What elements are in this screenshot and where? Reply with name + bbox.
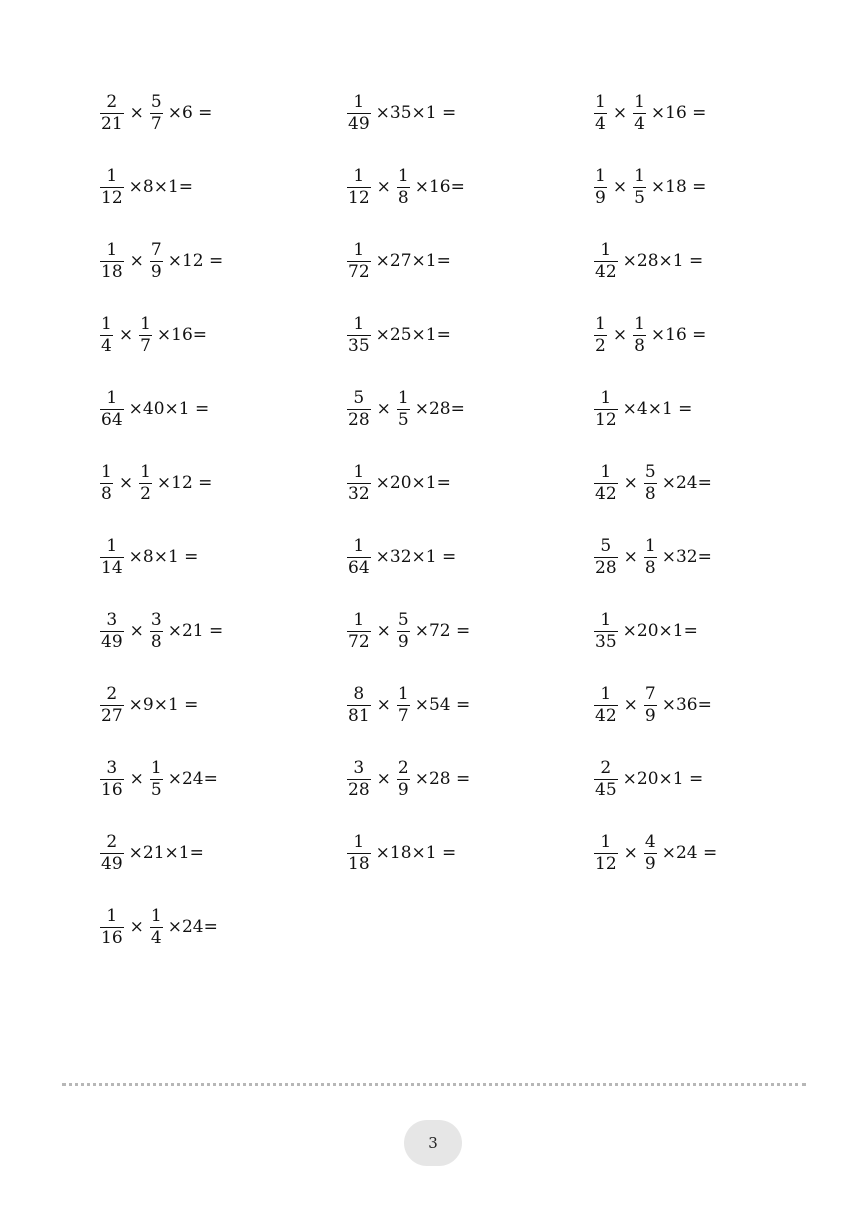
fraction: [594, 91, 607, 134]
expression-remainder: ×20×1=: [622, 621, 698, 641]
fraction: [347, 165, 371, 208]
multiply-sign: ×: [623, 695, 638, 715]
fraction: [347, 683, 371, 726]
math-problem: [97, 594, 223, 668]
fraction-denominator: 42: [595, 705, 617, 726]
fraction-denominator: 12: [348, 187, 370, 208]
fraction-denominator: 12: [101, 187, 123, 208]
fraction-denominator: 64: [348, 557, 370, 578]
fraction: [347, 831, 371, 874]
fraction: [347, 313, 371, 356]
fraction-denominator: 42: [595, 483, 617, 504]
fraction: [347, 609, 371, 652]
math-problem: [97, 298, 223, 372]
fraction-denominator: 5: [634, 187, 645, 208]
expression-remainder: ×18 =: [650, 177, 707, 197]
fraction-numerator: 1: [106, 165, 118, 186]
expression-remainder: ×8×1=: [128, 177, 194, 197]
expression-remainder: ×25×1=: [375, 325, 451, 345]
fraction: [150, 609, 163, 652]
math-problem: [591, 298, 717, 372]
fraction-numerator: 1: [140, 461, 151, 482]
fraction-denominator: 81: [348, 705, 370, 726]
fraction-denominator: 12: [595, 853, 617, 874]
fraction: [594, 165, 607, 208]
multiply-sign: ×: [623, 473, 638, 493]
expression-remainder: ×16=: [156, 325, 208, 345]
fraction-denominator: 27: [101, 705, 123, 726]
fraction: [644, 461, 657, 504]
multiply-sign: ×: [129, 769, 144, 789]
fraction: [594, 757, 618, 800]
fraction: [139, 313, 152, 356]
math-problem: [97, 372, 223, 446]
fraction-numerator: 7: [644, 683, 656, 704]
expression-remainder: ×16=: [414, 177, 465, 197]
fraction: [594, 609, 618, 652]
fraction-denominator: 35: [595, 631, 617, 652]
expression-remainder: ×12 =: [156, 473, 213, 493]
fraction-denominator: 42: [595, 261, 617, 282]
fraction-numerator: 1: [600, 831, 612, 852]
fraction: [347, 91, 371, 134]
problem-column-2: [344, 76, 470, 890]
fraction: [633, 165, 646, 208]
math-problem: [344, 372, 470, 446]
expression-remainder: ×32=: [661, 547, 712, 567]
fraction-numerator: 5: [150, 91, 162, 112]
math-problem: [344, 76, 470, 150]
multiply-sign: ×: [376, 177, 391, 197]
math-problem: [97, 742, 223, 816]
expression-remainder: ×40×1 =: [128, 399, 210, 419]
fraction: [100, 757, 124, 800]
fraction: [347, 239, 371, 282]
multiply-sign: ×: [612, 177, 628, 197]
fraction-denominator: 49: [101, 631, 123, 652]
fraction-denominator: 16: [101, 779, 123, 800]
expression-remainder: ×21×1=: [128, 843, 204, 863]
fraction-denominator: 28: [595, 557, 617, 578]
fraction-denominator: 4: [634, 113, 645, 134]
dotted-divider: [62, 1083, 806, 1086]
fraction-numerator: 1: [106, 905, 118, 926]
fraction-numerator: 1: [644, 535, 656, 556]
fraction-numerator: 1: [595, 165, 606, 186]
fraction-denominator: 49: [348, 113, 370, 134]
fraction-denominator: 64: [101, 409, 123, 430]
fraction-denominator: 18: [348, 853, 370, 874]
math-problem: [97, 520, 223, 594]
expression-remainder: ×18×1 =: [375, 843, 457, 863]
fraction: [100, 461, 113, 504]
fraction-denominator: 8: [634, 335, 645, 356]
fraction-denominator: 7: [397, 705, 409, 726]
fraction-denominator: 5: [150, 779, 162, 800]
multiply-sign: ×: [376, 769, 391, 789]
math-problem: [97, 150, 223, 224]
fraction-numerator: 1: [353, 609, 365, 630]
expression-remainder: ×24 =: [661, 843, 718, 863]
fraction-numerator: 2: [600, 757, 612, 778]
fraction-denominator: 9: [644, 853, 656, 874]
fraction-numerator: 8: [353, 683, 365, 704]
fraction: [633, 313, 646, 356]
multiply-sign: ×: [129, 621, 144, 641]
fraction: [100, 239, 124, 282]
multiply-sign: ×: [612, 103, 628, 123]
fraction: [100, 387, 124, 430]
fraction-numerator: 1: [150, 905, 162, 926]
fraction: [397, 757, 410, 800]
fraction-numerator: 1: [600, 683, 612, 704]
math-problem: [591, 446, 717, 520]
fraction-denominator: 14: [101, 557, 123, 578]
fraction-numerator: 1: [106, 239, 118, 260]
expression-remainder: ×20×1=: [375, 473, 451, 493]
fraction-numerator: 7: [150, 239, 162, 260]
math-problem: [344, 520, 470, 594]
fraction-denominator: 2: [140, 483, 151, 504]
fraction-denominator: 9: [150, 261, 162, 282]
fraction-numerator: 2: [106, 831, 118, 852]
fraction: [397, 683, 410, 726]
fraction: [397, 387, 410, 430]
expression-remainder: ×6 =: [167, 103, 213, 123]
fraction: [347, 387, 371, 430]
expression-remainder: ×24=: [661, 473, 712, 493]
fraction: [347, 461, 371, 504]
fraction-denominator: 9: [397, 779, 409, 800]
fraction-numerator: 3: [106, 609, 118, 630]
fraction-numerator: 1: [634, 91, 645, 112]
fraction: [139, 461, 152, 504]
fraction-denominator: 16: [101, 927, 123, 948]
fraction-numerator: 1: [353, 461, 365, 482]
fraction-denominator: 5: [397, 409, 409, 430]
fraction-numerator: 1: [595, 91, 606, 112]
multiply-sign: ×: [623, 547, 638, 567]
expression-remainder: ×16 =: [650, 103, 707, 123]
math-problem: [97, 76, 223, 150]
expression-remainder: ×36=: [661, 695, 712, 715]
fraction: [150, 905, 163, 948]
fraction-numerator: 1: [101, 461, 112, 482]
fraction: [100, 91, 124, 134]
fraction-numerator: 3: [106, 757, 118, 778]
math-problem: [344, 742, 470, 816]
math-problem: [344, 594, 470, 668]
fraction-denominator: 18: [101, 261, 123, 282]
fraction-numerator: 2: [106, 683, 118, 704]
expression-remainder: ×28=: [414, 399, 465, 419]
math-problem: [591, 150, 717, 224]
fraction-denominator: 8: [397, 187, 409, 208]
fraction-numerator: 1: [397, 683, 409, 704]
fraction-numerator: 3: [353, 757, 365, 778]
expression-remainder: ×12 =: [167, 251, 224, 271]
fraction-numerator: 1: [634, 165, 645, 186]
fraction-numerator: 1: [353, 91, 365, 112]
math-problem: [591, 520, 717, 594]
fraction: [100, 165, 124, 208]
math-problem: [97, 224, 223, 298]
fraction-denominator: 9: [595, 187, 606, 208]
fraction-denominator: 4: [595, 113, 606, 134]
fraction-denominator: 45: [595, 779, 617, 800]
page-number: 3: [428, 1134, 438, 1152]
fraction: [100, 609, 124, 652]
expression-remainder: ×35×1 =: [375, 103, 457, 123]
fraction-denominator: 32: [348, 483, 370, 504]
math-problem: [591, 668, 717, 742]
math-problem: [591, 224, 717, 298]
multiply-sign: ×: [118, 325, 134, 345]
math-problem: [344, 298, 470, 372]
fraction-numerator: 1: [106, 387, 118, 408]
fraction-numerator: 1: [353, 165, 365, 186]
fraction-denominator: 9: [644, 705, 656, 726]
expression-remainder: ×16 =: [650, 325, 707, 345]
page-number-badge: [404, 1120, 462, 1166]
fraction: [100, 905, 124, 948]
multiply-sign: ×: [129, 251, 144, 271]
multiply-sign: ×: [129, 917, 144, 937]
fraction-denominator: 28: [348, 779, 370, 800]
problem-column-1: [97, 76, 223, 964]
fraction-denominator: 72: [348, 631, 370, 652]
fraction-denominator: 7: [140, 335, 151, 356]
fraction-numerator: 5: [397, 609, 409, 630]
multiply-sign: ×: [376, 695, 391, 715]
fraction: [594, 461, 618, 504]
expression-remainder: ×8×1 =: [128, 547, 199, 567]
fraction-numerator: 1: [397, 165, 409, 186]
fraction-denominator: 49: [101, 853, 123, 874]
expression-remainder: ×27×1=: [375, 251, 451, 271]
math-problem: [591, 594, 717, 668]
multiply-sign: ×: [376, 621, 391, 641]
multiply-sign: ×: [129, 103, 144, 123]
fraction-denominator: 72: [348, 261, 370, 282]
fraction: [100, 831, 124, 874]
expression-remainder: ×21 =: [167, 621, 224, 641]
fraction-denominator: 28: [348, 409, 370, 430]
fraction-numerator: 4: [644, 831, 656, 852]
expression-remainder: ×72 =: [414, 621, 471, 641]
fraction-denominator: 4: [101, 335, 112, 356]
fraction: [150, 239, 163, 282]
math-problem: [591, 76, 717, 150]
fraction-numerator: 1: [397, 387, 409, 408]
expression-remainder: ×54 =: [414, 695, 471, 715]
expression-remainder: ×24=: [167, 917, 218, 937]
fraction-denominator: 8: [150, 631, 162, 652]
fraction: [594, 535, 618, 578]
fraction-numerator: 3: [150, 609, 162, 630]
fraction: [594, 831, 618, 874]
fraction-denominator: 8: [101, 483, 112, 504]
fraction-numerator: 5: [644, 461, 656, 482]
fraction-numerator: 1: [600, 461, 612, 482]
fraction: [633, 91, 646, 134]
math-problem: [344, 816, 470, 890]
fraction-numerator: 1: [634, 313, 645, 334]
problem-column-3: [591, 76, 717, 890]
fraction: [100, 683, 124, 726]
expression-remainder: ×4×1 =: [622, 399, 693, 419]
expression-remainder: ×9×1 =: [128, 695, 199, 715]
fraction-numerator: 2: [397, 757, 409, 778]
expression-remainder: ×28×1 =: [622, 251, 704, 271]
fraction-denominator: 21: [101, 113, 123, 134]
fraction-numerator: 1: [595, 313, 606, 334]
multiply-sign: ×: [376, 399, 391, 419]
fraction-numerator: 1: [353, 535, 365, 556]
math-problem: [344, 668, 470, 742]
fraction: [644, 683, 657, 726]
multiply-sign: ×: [623, 843, 638, 863]
fraction: [644, 831, 657, 874]
fraction: [397, 165, 410, 208]
math-problem: [97, 446, 223, 520]
expression-remainder: ×24=: [167, 769, 218, 789]
math-problem: [97, 668, 223, 742]
fraction-numerator: 1: [600, 609, 612, 630]
fraction-denominator: 4: [150, 927, 162, 948]
fraction-numerator: 1: [353, 831, 365, 852]
multiply-sign: ×: [612, 325, 628, 345]
fraction-numerator: 1: [600, 387, 612, 408]
fraction-denominator: 35: [348, 335, 370, 356]
fraction: [594, 313, 607, 356]
fraction-denominator: 12: [595, 409, 617, 430]
fraction-numerator: 1: [353, 313, 365, 334]
fraction-denominator: 8: [644, 483, 656, 504]
fraction: [100, 535, 124, 578]
multiply-sign: ×: [118, 473, 134, 493]
math-problem: [97, 816, 223, 890]
math-problem: [344, 150, 470, 224]
fraction-numerator: 1: [150, 757, 162, 778]
fraction: [397, 609, 410, 652]
fraction-denominator: 7: [150, 113, 162, 134]
expression-remainder: ×32×1 =: [375, 547, 457, 567]
fraction-numerator: 1: [140, 313, 151, 334]
fraction: [594, 239, 618, 282]
math-problem: [97, 890, 223, 964]
fraction-numerator: 2: [106, 91, 118, 112]
fraction: [150, 91, 163, 134]
fraction-numerator: 1: [101, 313, 112, 334]
math-problem: [591, 816, 717, 890]
math-problem: [344, 446, 470, 520]
fraction: [100, 313, 113, 356]
fraction: [594, 683, 618, 726]
fraction-numerator: 1: [353, 239, 365, 260]
expression-remainder: ×20×1 =: [622, 769, 704, 789]
fraction: [347, 757, 371, 800]
math-problem: [344, 224, 470, 298]
expression-remainder: ×28 =: [414, 769, 471, 789]
math-problem: [591, 372, 717, 446]
fraction: [644, 535, 657, 578]
fraction-numerator: 5: [353, 387, 365, 408]
fraction-numerator: 5: [600, 535, 612, 556]
fraction: [594, 387, 618, 430]
fraction-denominator: 8: [644, 557, 656, 578]
fraction-denominator: 9: [397, 631, 409, 652]
fraction-numerator: 1: [600, 239, 612, 260]
fraction-denominator: 2: [595, 335, 606, 356]
fraction-numerator: 1: [106, 535, 118, 556]
math-problem: [591, 742, 717, 816]
fraction: [347, 535, 371, 578]
fraction: [150, 757, 163, 800]
